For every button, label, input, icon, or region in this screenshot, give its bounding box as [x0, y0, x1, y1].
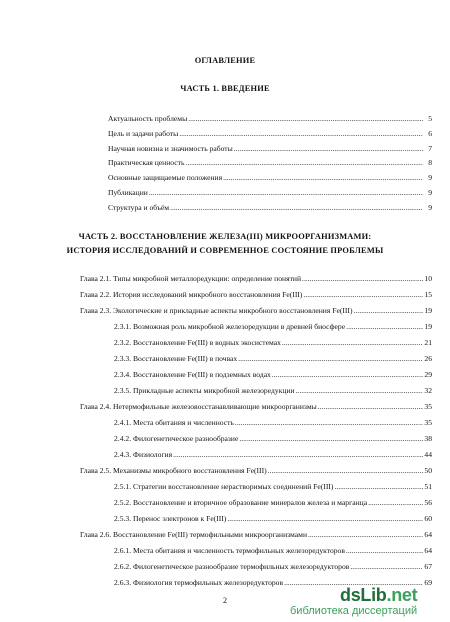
toc-entry-page: 9	[428, 188, 432, 197]
toc-entry	[108, 158, 432, 168]
toc-entry	[108, 114, 432, 124]
toc-entry-label: 2.4.1. Места обитания и численность	[114, 418, 234, 427]
toc-entry-page: 60	[424, 514, 432, 523]
toc-entry-page: 10	[424, 274, 432, 283]
toc-entry-page: 7	[428, 144, 432, 153]
toc-entry-label: Практическая ценность	[108, 158, 185, 167]
toc-section	[114, 498, 432, 508]
toc-entry	[108, 144, 432, 154]
toc-entry-page: 35	[424, 402, 432, 411]
toc-entry-page: 19	[424, 322, 432, 331]
toc-section	[114, 514, 432, 524]
toc-entry-page: 6	[428, 129, 432, 138]
toc-entry-page: 38	[424, 434, 432, 443]
toc-entry-page: 5	[428, 114, 432, 123]
toc-entry-page: 56	[424, 498, 432, 507]
toc-entry-label: 2.6.2. Филогенетическое разнообразие термофильных железоредукторов	[114, 562, 350, 571]
toc-entry-label: Публикации	[108, 188, 148, 197]
toc-entry-label: 2.3.4. Восстановление Fe(III) в подземных водах	[114, 370, 271, 379]
toc-entry-label: 2.3.1. Возможная роль микробной железоредукции в древней биосфере	[114, 322, 346, 331]
toc-entry-label: Глава 2.6. Восстановление Fe(III) термофильными микроорганизмами	[80, 530, 308, 539]
toc-section	[114, 562, 432, 572]
toc-entry-label: 2.5.1. Стратегии восстановление нерастворимых соединений Fe(III)	[114, 482, 334, 491]
toc-chapter	[80, 290, 432, 300]
toc-entry-page: 21	[424, 338, 432, 347]
toc-entry-label: Глава 2.4. Нетермофильные железовосстанавливающие микроорганизмы	[80, 402, 317, 411]
toc-section	[114, 354, 432, 364]
toc-entry	[108, 173, 432, 183]
toc-chapter	[80, 530, 432, 540]
toc-entry-page: 35	[424, 418, 432, 427]
toc-section	[114, 434, 432, 444]
toc-entry-label: Глава 2.2. История исследований микробного восстановления Fe(III)	[80, 290, 303, 299]
toc-entry-page: 19	[424, 306, 432, 315]
toc-section	[114, 322, 432, 332]
toc-entry-page: 8	[428, 158, 432, 167]
watermark-logo-tld: .net	[386, 585, 418, 605]
toc-entry-label: 2.4.3. Физиология	[114, 450, 173, 459]
toc-entry-page: 32	[424, 386, 432, 395]
toc-entry-label: Глава 2.1. Типы микробной металлоредукции: определение понятий	[80, 274, 302, 283]
toc-entry-label: Глава 2.5. Механизмы микробного восстановления Fe(III)	[80, 466, 267, 475]
toc-entry-label: 2.3.5. Прикладные аспекты микробной железоредукции	[114, 386, 295, 395]
toc-entry-page: 9	[428, 203, 432, 212]
toc-chapter	[80, 306, 432, 316]
toc-entry-page: 44	[424, 450, 432, 459]
toc-section	[114, 370, 432, 380]
toc-entry-page: 51	[424, 482, 432, 491]
toc-section	[114, 338, 432, 348]
toc-entry-label: Цель и задачи работы	[108, 129, 179, 138]
toc-title: ОГЛАВЛЕНИЕ	[194, 56, 256, 65]
toc-entry-label: 2.6.1. Места обитания и численность термофильных железоредукторов	[114, 546, 345, 555]
toc-entry-page: 29	[424, 370, 432, 379]
toc-entry-page: 9	[428, 173, 432, 182]
toc-entry-page: 64	[424, 546, 432, 555]
watermark-subtitle: библиотека диссертаций	[290, 605, 418, 617]
watermark-logo-main: dsLib	[340, 585, 387, 605]
page-number: 2	[223, 596, 227, 605]
toc-entry-page: 15	[424, 290, 432, 299]
toc-section	[114, 482, 432, 492]
toc-entry-page: 67	[424, 562, 432, 571]
toc-section	[114, 546, 432, 556]
toc-entry-label: 2.3.2. Восстановление Fe(III) в водных экосистемах	[114, 338, 281, 347]
toc-chapter	[80, 274, 432, 284]
toc-entry-label: Актуальность проблемы	[108, 114, 188, 123]
toc-section	[114, 450, 432, 460]
toc-entry	[108, 203, 432, 213]
toc-section	[114, 386, 432, 396]
toc-entry-label: Научная новизна и значимость работы	[108, 144, 233, 153]
toc-entry-page: 69	[424, 578, 432, 587]
part2-heading-line2: ИСТОРИЯ ИССЛЕДОВАНИЙ И СОВРЕМЕННОЕ СОСТОЯНИЕ ПРОБЛЕМЫ	[66, 246, 384, 255]
toc-entry	[108, 129, 432, 139]
toc-entry-label: Структура и объём	[108, 203, 170, 212]
toc-entry-page: 50	[424, 466, 432, 475]
toc-entry-page: 26	[424, 354, 432, 363]
toc-entry-label: Глава 2.3. Экологические и прикладные аспекты микробного восстановления Fe(III)	[80, 306, 353, 315]
toc-section	[114, 418, 432, 428]
toc-entry	[108, 188, 432, 198]
toc-chapter	[80, 402, 432, 412]
part2-heading-line1: ЧАСТЬ 2. ВОССТАНОВЛЕНИЕ ЖЕЛЕЗА(III) МИКРООРГАНИЗМАМИ:	[78, 232, 372, 241]
watermark-logo	[340, 585, 417, 606]
toc-entry-label: 2.6.3. Физиология термофильных железоредукторов	[114, 578, 284, 587]
toc-chapter	[80, 466, 432, 476]
part1-heading: ЧАСТЬ 1. ВВЕДЕНИЕ	[180, 84, 270, 93]
toc-entry-label: 2.5.3. Перенос электронов к Fe(III)	[114, 514, 227, 523]
toc-entry-label: 2.4.2. Филогенетическое разнообразие	[114, 434, 239, 443]
toc-entry-label: 2.5.2. Восстановление и вторичное образование минералов железа и марганца	[114, 498, 368, 507]
toc-entry-label: 2.3.3. Восстановление Fe(III) в почвах	[114, 354, 238, 363]
toc-entry-page: 64	[424, 530, 432, 539]
toc-entry-label: Основные защищаемые положения	[108, 173, 223, 182]
